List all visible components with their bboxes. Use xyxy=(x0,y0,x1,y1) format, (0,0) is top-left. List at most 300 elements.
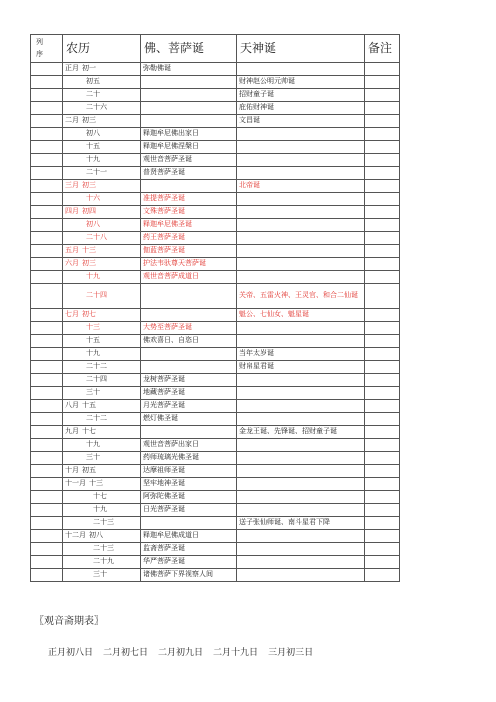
lunar-day: 三十 xyxy=(86,453,100,462)
row-buddha-cell: 达摩祖师圣诞 xyxy=(141,465,237,478)
row-remarks-cell xyxy=(365,89,400,102)
row-sequence-cell xyxy=(31,128,63,141)
row-sequence-cell xyxy=(31,232,63,245)
row-remarks-cell xyxy=(365,374,400,387)
table-row xyxy=(31,102,400,115)
table-body xyxy=(31,63,400,582)
row-deity-cell xyxy=(237,452,365,465)
row-remarks-cell xyxy=(365,154,400,167)
table-row xyxy=(31,193,400,206)
table-row xyxy=(31,361,400,374)
lunar-day: 十五 xyxy=(86,336,100,345)
header-lunar-date: 农历 xyxy=(63,35,141,63)
row-buddha-cell xyxy=(141,102,237,115)
row-sequence-cell xyxy=(31,76,63,89)
table-row xyxy=(31,89,400,102)
lunar-day: 三十 xyxy=(93,570,107,579)
row-remarks-cell xyxy=(365,102,400,115)
row-deity-cell: 送子张仙师诞、南斗星君下降 xyxy=(237,517,365,530)
row-buddha-cell: 地藏菩萨圣诞 xyxy=(141,387,237,400)
row-deity-cell: 金龙王诞、先锋诞、招财童子诞 xyxy=(237,426,365,439)
table-row xyxy=(31,569,400,582)
row-remarks-cell xyxy=(365,361,400,374)
row-lunar-date-cell xyxy=(63,439,141,452)
table-row xyxy=(31,128,400,141)
row-sequence-cell xyxy=(31,465,63,478)
table-row xyxy=(31,63,400,76)
row-deity-cell xyxy=(237,387,365,400)
row-sequence-cell xyxy=(31,193,63,206)
lunar-month: 八月 xyxy=(65,401,79,410)
row-buddha-cell: 观世音菩萨成道日 xyxy=(141,271,237,284)
row-remarks-cell xyxy=(365,167,400,180)
row-remarks-cell xyxy=(365,258,400,271)
row-sequence-cell xyxy=(31,115,63,128)
row-buddha-cell xyxy=(141,309,237,322)
row-deity-cell: 关帝、五雷火神、王灵官、和合二仙诞 xyxy=(237,284,365,309)
header-remarks: 备注 xyxy=(365,35,400,63)
row-remarks-cell xyxy=(365,491,400,504)
lunar-day: 二十四 xyxy=(86,375,107,384)
table-row xyxy=(31,206,400,219)
row-remarks-cell xyxy=(365,206,400,219)
row-lunar-date-cell xyxy=(63,569,141,582)
row-buddha-cell: 华严菩萨圣诞 xyxy=(141,556,237,569)
row-lunar-date-cell xyxy=(63,206,141,219)
row-lunar-date-cell xyxy=(63,258,141,271)
row-buddha-cell: 燃灯佛圣诞 xyxy=(141,413,237,426)
row-lunar-date-cell xyxy=(63,413,141,426)
row-buddha-cell xyxy=(141,426,237,439)
row-lunar-date-cell xyxy=(63,193,141,206)
row-sequence-cell xyxy=(31,89,63,102)
lunar-month: 六月 xyxy=(65,259,79,268)
row-sequence-cell xyxy=(31,439,63,452)
table-row xyxy=(31,413,400,426)
row-buddha-cell xyxy=(141,180,237,193)
row-remarks-cell xyxy=(365,115,400,128)
header-sequence: 列 序 xyxy=(31,35,63,63)
table-row xyxy=(31,258,400,271)
row-deity-cell xyxy=(237,413,365,426)
row-lunar-date-cell xyxy=(63,154,141,167)
lunar-day: 初一 xyxy=(82,64,96,73)
lunar-day: 二十三 xyxy=(93,518,114,527)
row-sequence-cell xyxy=(31,309,63,322)
row-deity-cell xyxy=(237,478,365,491)
row-buddha-cell: 诸佛菩萨下界视察人间 xyxy=(141,569,237,582)
lunar-day: 十九 xyxy=(86,349,100,358)
row-remarks-cell xyxy=(365,530,400,543)
row-sequence-cell xyxy=(31,530,63,543)
row-remarks-cell xyxy=(365,322,400,335)
row-sequence-cell xyxy=(31,361,63,374)
row-lunar-date-cell xyxy=(63,245,141,258)
row-lunar-date-cell xyxy=(63,128,141,141)
row-remarks-cell xyxy=(365,219,400,232)
lunar-day: 初七 xyxy=(82,310,96,319)
row-deity-cell: 文昌诞 xyxy=(237,115,365,128)
row-buddha-cell xyxy=(141,361,237,374)
row-sequence-cell xyxy=(31,219,63,232)
lunar-day: 二十一 xyxy=(86,168,107,177)
row-deity-cell xyxy=(237,374,365,387)
lunar-day: 初五 xyxy=(86,77,100,86)
guanyin-fast-date: 二月初七日 xyxy=(103,648,149,658)
guanyin-fast-date: 三月初三日 xyxy=(268,648,314,658)
lunar-day: 十七 xyxy=(82,427,96,436)
row-sequence-cell xyxy=(31,335,63,348)
lunar-month: 二月 xyxy=(65,116,79,125)
table-row xyxy=(31,76,400,89)
row-lunar-date-cell xyxy=(63,219,141,232)
row-sequence-cell xyxy=(31,374,63,387)
row-sequence-cell xyxy=(31,504,63,517)
row-lunar-date-cell xyxy=(63,426,141,439)
lunar-day: 初八 xyxy=(86,129,100,138)
row-buddha-cell: 伽蓝菩萨圣诞 xyxy=(141,245,237,258)
row-remarks-cell xyxy=(365,271,400,284)
lunar-day: 初八 xyxy=(86,220,100,229)
row-remarks-cell xyxy=(365,141,400,154)
row-remarks-cell xyxy=(365,76,400,89)
table-row xyxy=(31,245,400,258)
row-remarks-cell xyxy=(365,478,400,491)
row-deity-cell xyxy=(237,543,365,556)
row-deity-cell xyxy=(237,141,365,154)
lunar-month: 九月 xyxy=(65,427,79,436)
row-sequence-cell xyxy=(31,543,63,556)
table-row xyxy=(31,530,400,543)
row-buddha-cell xyxy=(141,284,237,309)
row-buddha-cell xyxy=(141,89,237,102)
row-deity-cell xyxy=(237,232,365,245)
row-remarks-cell xyxy=(365,400,400,413)
row-remarks-cell xyxy=(365,543,400,556)
lunar-day: 二十二 xyxy=(86,414,107,423)
row-sequence-cell xyxy=(31,180,63,193)
lunar-day: 初三 xyxy=(82,116,96,125)
row-buddha-cell: 文殊菩萨圣诞 xyxy=(141,206,237,219)
row-lunar-date-cell xyxy=(63,102,141,115)
row-deity-cell xyxy=(237,63,365,76)
table-row xyxy=(31,478,400,491)
guanyin-fast-title: 〖观音斋期表〗 xyxy=(34,616,104,627)
row-buddha-cell xyxy=(141,517,237,530)
row-sequence-cell xyxy=(31,141,63,154)
row-sequence-cell xyxy=(31,478,63,491)
table-row xyxy=(31,322,400,335)
row-sequence-cell xyxy=(31,413,63,426)
lunar-day: 十五 xyxy=(86,142,100,151)
row-lunar-date-cell xyxy=(63,76,141,89)
row-deity-cell xyxy=(237,206,365,219)
row-buddha-cell: 观世音菩萨出家日 xyxy=(141,439,237,452)
row-buddha-cell: 大势至菩萨圣诞 xyxy=(141,322,237,335)
row-lunar-date-cell xyxy=(63,335,141,348)
lunar-month: 七月 xyxy=(65,310,79,319)
festival-table xyxy=(30,34,400,582)
row-sequence-cell xyxy=(31,348,63,361)
row-buddha-cell: 准提菩萨圣诞 xyxy=(141,193,237,206)
row-deity-cell xyxy=(237,569,365,582)
row-sequence-cell xyxy=(31,452,63,465)
lunar-month: 十二月 xyxy=(65,531,86,540)
row-lunar-date-cell xyxy=(63,141,141,154)
lunar-day: 二十六 xyxy=(86,103,107,112)
row-lunar-date-cell xyxy=(63,167,141,180)
row-buddha-cell: 释迦牟尼佛涅槃日 xyxy=(141,141,237,154)
row-lunar-date-cell xyxy=(63,63,141,76)
lunar-month: 四月 xyxy=(65,207,79,216)
row-lunar-date-cell xyxy=(63,348,141,361)
row-deity-cell: 庇佑财神诞 xyxy=(237,102,365,115)
row-lunar-date-cell xyxy=(63,180,141,193)
row-sequence-cell xyxy=(31,517,63,530)
row-buddha-cell: 观世音菩萨圣诞 xyxy=(141,154,237,167)
row-lunar-date-cell xyxy=(63,452,141,465)
row-sequence-cell xyxy=(31,167,63,180)
row-sequence-cell xyxy=(31,258,63,271)
row-deity-cell xyxy=(237,439,365,452)
row-lunar-date-cell xyxy=(63,517,141,530)
row-deity-cell xyxy=(237,400,365,413)
table-row xyxy=(31,491,400,504)
lunar-day: 二十八 xyxy=(86,233,107,242)
row-lunar-date-cell xyxy=(63,232,141,245)
row-lunar-date-cell xyxy=(63,309,141,322)
row-deity-cell: 魁公、七仙女、魁星诞 xyxy=(237,309,365,322)
row-buddha-cell: 龙树菩萨圣诞 xyxy=(141,374,237,387)
row-buddha-cell: 坚牢地神圣诞 xyxy=(141,478,237,491)
table-row xyxy=(31,465,400,478)
lunar-day: 十六 xyxy=(86,194,100,203)
lunar-month: 五月 xyxy=(65,246,79,255)
table-row xyxy=(31,335,400,348)
row-buddha-cell: 普贤菩萨圣诞 xyxy=(141,167,237,180)
guanyin-fast-date: 二月十九日 xyxy=(213,648,259,658)
row-lunar-date-cell xyxy=(63,504,141,517)
row-buddha-cell: 释迦牟尼佛出家日 xyxy=(141,128,237,141)
row-remarks-cell xyxy=(365,245,400,258)
lunar-day: 三十 xyxy=(86,388,100,397)
table-row xyxy=(31,543,400,556)
row-sequence-cell xyxy=(31,387,63,400)
table-row xyxy=(31,167,400,180)
row-buddha-cell: 监斋菩萨圣诞 xyxy=(141,543,237,556)
guanyin-fast-dates xyxy=(48,645,323,658)
row-buddha-cell xyxy=(141,115,237,128)
table-row xyxy=(31,400,400,413)
table-row xyxy=(31,439,400,452)
row-remarks-cell xyxy=(365,348,400,361)
lunar-day: 初三 xyxy=(82,259,96,268)
row-lunar-date-cell xyxy=(63,374,141,387)
row-remarks-cell xyxy=(365,193,400,206)
row-buddha-cell: 释迦牟尼佛成道日 xyxy=(141,530,237,543)
lunar-day: 十三 xyxy=(86,323,100,332)
row-lunar-date-cell xyxy=(63,556,141,569)
row-buddha-cell: 日光菩萨圣诞 xyxy=(141,504,237,517)
row-deity-cell: 招财童子诞 xyxy=(237,89,365,102)
lunar-day: 二十 xyxy=(86,90,100,99)
lunar-day: 十九 xyxy=(86,155,100,164)
lunar-day: 初四 xyxy=(82,207,96,216)
table-row xyxy=(31,219,400,232)
row-lunar-date-cell xyxy=(63,89,141,102)
row-remarks-cell xyxy=(365,569,400,582)
row-deity-cell: 财神赵公明元帅诞 xyxy=(237,76,365,89)
row-buddha-cell: 佛欢喜日、自恣日 xyxy=(141,335,237,348)
row-buddha-cell: 月光菩萨圣诞 xyxy=(141,400,237,413)
guanyin-fast-date: 二月初九日 xyxy=(158,648,204,658)
row-deity-cell xyxy=(237,167,365,180)
table-row xyxy=(31,309,400,322)
lunar-day: 十九 xyxy=(93,505,107,514)
row-remarks-cell xyxy=(365,63,400,76)
table-row xyxy=(31,154,400,167)
row-deity-cell xyxy=(237,154,365,167)
row-remarks-cell xyxy=(365,465,400,478)
row-buddha-cell xyxy=(141,76,237,89)
table-row xyxy=(31,374,400,387)
row-remarks-cell xyxy=(365,504,400,517)
lunar-day: 初八 xyxy=(89,531,103,540)
row-deity-cell: 北帝诞 xyxy=(237,180,365,193)
row-remarks-cell xyxy=(365,517,400,530)
row-lunar-date-cell xyxy=(63,387,141,400)
row-deity-cell xyxy=(237,128,365,141)
lunar-month: 十月 xyxy=(65,466,79,475)
lunar-day: 初五 xyxy=(82,466,96,475)
table-row xyxy=(31,284,400,309)
row-buddha-cell xyxy=(141,348,237,361)
row-deity-cell: 当年太岁诞 xyxy=(237,348,365,361)
row-buddha-cell: 护法韦驮尊天菩萨诞 xyxy=(141,258,237,271)
lunar-day: 十九 xyxy=(86,440,100,449)
lunar-day: 十三 xyxy=(89,479,103,488)
header-buddha-birthday: 佛、菩萨诞 xyxy=(141,35,237,63)
row-remarks-cell xyxy=(365,284,400,309)
table-header-row xyxy=(31,35,400,63)
row-remarks-cell xyxy=(365,180,400,193)
guanyin-fast-date: 正月初八日 xyxy=(48,648,94,658)
table-row xyxy=(31,517,400,530)
row-deity-cell xyxy=(237,245,365,258)
row-deity-cell xyxy=(237,322,365,335)
row-deity-cell xyxy=(237,335,365,348)
row-deity-cell xyxy=(237,491,365,504)
table-row xyxy=(31,141,400,154)
row-sequence-cell xyxy=(31,245,63,258)
row-buddha-cell: 释迦牟尼佛圣诞 xyxy=(141,219,237,232)
row-remarks-cell xyxy=(365,335,400,348)
table-row xyxy=(31,504,400,517)
row-sequence-cell xyxy=(31,271,63,284)
table-row xyxy=(31,271,400,284)
row-deity-cell xyxy=(237,271,365,284)
row-remarks-cell xyxy=(365,128,400,141)
lunar-month: 三月 xyxy=(65,181,79,190)
row-lunar-date-cell xyxy=(63,465,141,478)
lunar-day: 十七 xyxy=(93,492,107,501)
lunar-day: 十三 xyxy=(82,246,96,255)
row-deity-cell xyxy=(237,219,365,232)
row-lunar-date-cell xyxy=(63,284,141,309)
lunar-day: 初三 xyxy=(82,181,96,190)
lunar-month: 十一月 xyxy=(65,479,86,488)
row-lunar-date-cell xyxy=(63,271,141,284)
table-row xyxy=(31,180,400,193)
row-remarks-cell xyxy=(365,413,400,426)
lunar-day: 二十二 xyxy=(86,362,107,371)
lunar-day: 二十三 xyxy=(93,544,114,553)
row-buddha-cell: 药师琉璃光佛圣诞 xyxy=(141,452,237,465)
row-remarks-cell xyxy=(365,309,400,322)
row-sequence-cell xyxy=(31,154,63,167)
row-lunar-date-cell xyxy=(63,115,141,128)
table-row xyxy=(31,115,400,128)
row-sequence-cell xyxy=(31,556,63,569)
row-lunar-date-cell xyxy=(63,322,141,335)
row-deity-cell xyxy=(237,504,365,517)
lunar-day: 二十四 xyxy=(86,291,107,300)
row-remarks-cell xyxy=(365,556,400,569)
row-lunar-date-cell xyxy=(63,543,141,556)
row-sequence-cell xyxy=(31,63,63,76)
table-row xyxy=(31,387,400,400)
lunar-day: 十五 xyxy=(82,401,96,410)
row-deity-cell xyxy=(237,556,365,569)
row-deity-cell xyxy=(237,530,365,543)
lunar-month: 正月 xyxy=(65,64,79,73)
table-row xyxy=(31,232,400,245)
row-lunar-date-cell xyxy=(63,491,141,504)
row-sequence-cell xyxy=(31,569,63,582)
table-row xyxy=(31,452,400,465)
row-lunar-date-cell xyxy=(63,400,141,413)
row-deity-cell xyxy=(237,465,365,478)
row-remarks-cell xyxy=(365,232,400,245)
row-buddha-cell: 阿弥陀佛圣诞 xyxy=(141,491,237,504)
lunar-day: 二十九 xyxy=(93,557,114,566)
table-row xyxy=(31,348,400,361)
row-sequence-cell xyxy=(31,491,63,504)
row-buddha-cell: 弥勒佛诞 xyxy=(141,63,237,76)
row-sequence-cell xyxy=(31,206,63,219)
table-row xyxy=(31,426,400,439)
row-deity-cell xyxy=(237,258,365,271)
table-row xyxy=(31,556,400,569)
header-deity-birthday: 天神诞 xyxy=(237,35,365,63)
row-remarks-cell xyxy=(365,439,400,452)
row-remarks-cell xyxy=(365,452,400,465)
row-sequence-cell xyxy=(31,102,63,115)
row-buddha-cell: 药王菩萨圣诞 xyxy=(141,232,237,245)
row-lunar-date-cell xyxy=(63,478,141,491)
row-sequence-cell xyxy=(31,322,63,335)
row-lunar-date-cell xyxy=(63,361,141,374)
row-deity-cell xyxy=(237,193,365,206)
row-lunar-date-cell xyxy=(63,530,141,543)
lunar-day: 十九 xyxy=(86,272,100,281)
row-remarks-cell xyxy=(365,426,400,439)
row-deity-cell: 财帛星君诞 xyxy=(237,361,365,374)
row-sequence-cell xyxy=(31,400,63,413)
row-remarks-cell xyxy=(365,387,400,400)
row-sequence-cell xyxy=(31,284,63,309)
row-sequence-cell xyxy=(31,426,63,439)
